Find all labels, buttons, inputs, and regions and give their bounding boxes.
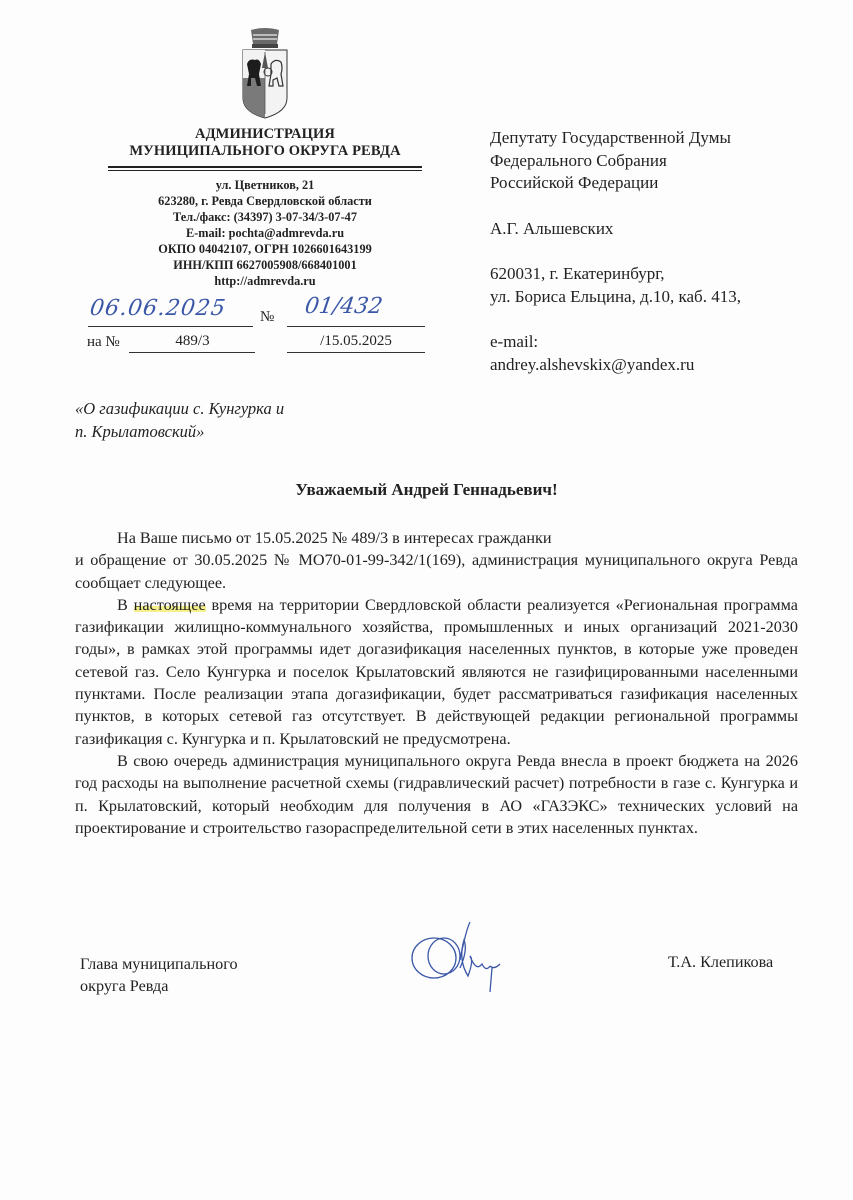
- addressee-address-line: 620031, г. Екатеринбург,: [490, 264, 665, 283]
- addressee-position-line: Депутату Государственной Думы: [490, 128, 731, 147]
- org-okpo-ogrn: ОКПО 04042107, ОГРН 1026601643199: [158, 242, 372, 256]
- reply-to-date: /15.05.2025: [320, 333, 392, 349]
- number-sign: №: [260, 309, 275, 325]
- outgoing-date: 06.06.2025: [88, 296, 228, 321]
- number-underline: [287, 326, 425, 327]
- header-divider: [108, 166, 422, 171]
- org-inn-kpp: ИНН/КПП 6627005908/668401001: [173, 258, 357, 272]
- addressee-block: [490, 127, 830, 376]
- highlighted-word: настоящее: [133, 595, 206, 614]
- signatory-title: Глава муниципального округа Ревда: [80, 955, 238, 995]
- addressee-name: А.Г. Альшевских: [490, 218, 614, 238]
- reply-date-underline: [287, 352, 425, 353]
- reply-number-underline: [129, 352, 255, 353]
- letterhead: [100, 28, 430, 289]
- reply-to-number: 489/3: [175, 333, 210, 349]
- letter-subject: «О газификации с. Кунгурка и п. Крылатовский»: [75, 399, 285, 441]
- body-paragraph-2: В настоящее время на территории Свердловской области реализуется «Региональная программа газификации жилищно-коммунального хозяйства, промышленных и иных организаций 2021-2030 годы», в рамках этой программы идет догазификация населенных пунктов, в которые уже проведен сетевой газ. Село Кунгурка и поселок Крылатовский являются не газифицированными населенными пунктами. После реализации этапа догазификации, будет рассматриваться газификация населенных пунктов, в которых сетевой газ отсутствует. В действующей редакции региональной программы газификация с. Кунгурка и п. Крылатовский не предусмотрена.: [75, 595, 798, 748]
- salutation: Уважаемый Андрей Геннадьевич!: [295, 480, 558, 499]
- org-contact-details: [100, 177, 430, 289]
- reply-to-label: на №: [87, 334, 120, 350]
- org-phone: Тел./факс: (34397) 3-07-34/3-07-47: [173, 210, 357, 224]
- org-name: АДМИНИСТРАЦИЯ МУНИЦИПАЛЬНОГО ОКРУГА РЕВДА: [129, 126, 401, 159]
- org-street: ул. Цветников, 21: [215, 178, 315, 192]
- handwritten-signature-icon: [404, 920, 514, 1000]
- coat-of-arms-icon: [239, 28, 291, 120]
- date-underline: [88, 326, 253, 327]
- org-city: 623280, г. Ревда Свердловской области: [158, 194, 372, 208]
- letter-body: [75, 527, 798, 839]
- addressee-email: andrey.alshevskix@yandex.ru: [490, 354, 695, 374]
- signatory-name: Т.А. Клепикова: [668, 953, 774, 971]
- org-email: E-mail: pochta@admrevda.ru: [185, 226, 345, 240]
- body-paragraph-3: В свою очередь администрация муниципального округа Ревда внесла в проект бюджета на 2026 год расходы на выполнение расчетной схемы (гидравлический расчет) потребности в газе с. Кунгурка и п. Крылатовский, который необходим для получения в АО «ГАЗЭКС» технических условий на проектирование и строительство газораспределительной сети в этих населенных пунктах.: [75, 751, 798, 837]
- org-website: http://admrevda.ru: [214, 274, 316, 288]
- body-paragraph-1-cont: и обращение от 30.05.2025 № МО70-01-99-342/1(169), администрация муниципального округа Ревда сообщает следующее.: [75, 551, 798, 592]
- registration-block: [50, 296, 450, 356]
- addressee-email-label: e-mail:: [490, 332, 539, 351]
- body-paragraph-1-line1: На Ваше письмо от 15.05.2025 № 489/3 в интересах гражданки: [117, 529, 552, 547]
- addressee-address-line: ул. Бориса Ельцина, д.10, каб. 413,: [490, 286, 741, 306]
- addressee-position-line: Федерального Собрания: [490, 150, 667, 170]
- outgoing-number: 01/432: [303, 294, 385, 319]
- addressee-position-line: Российской Федерации: [490, 173, 659, 192]
